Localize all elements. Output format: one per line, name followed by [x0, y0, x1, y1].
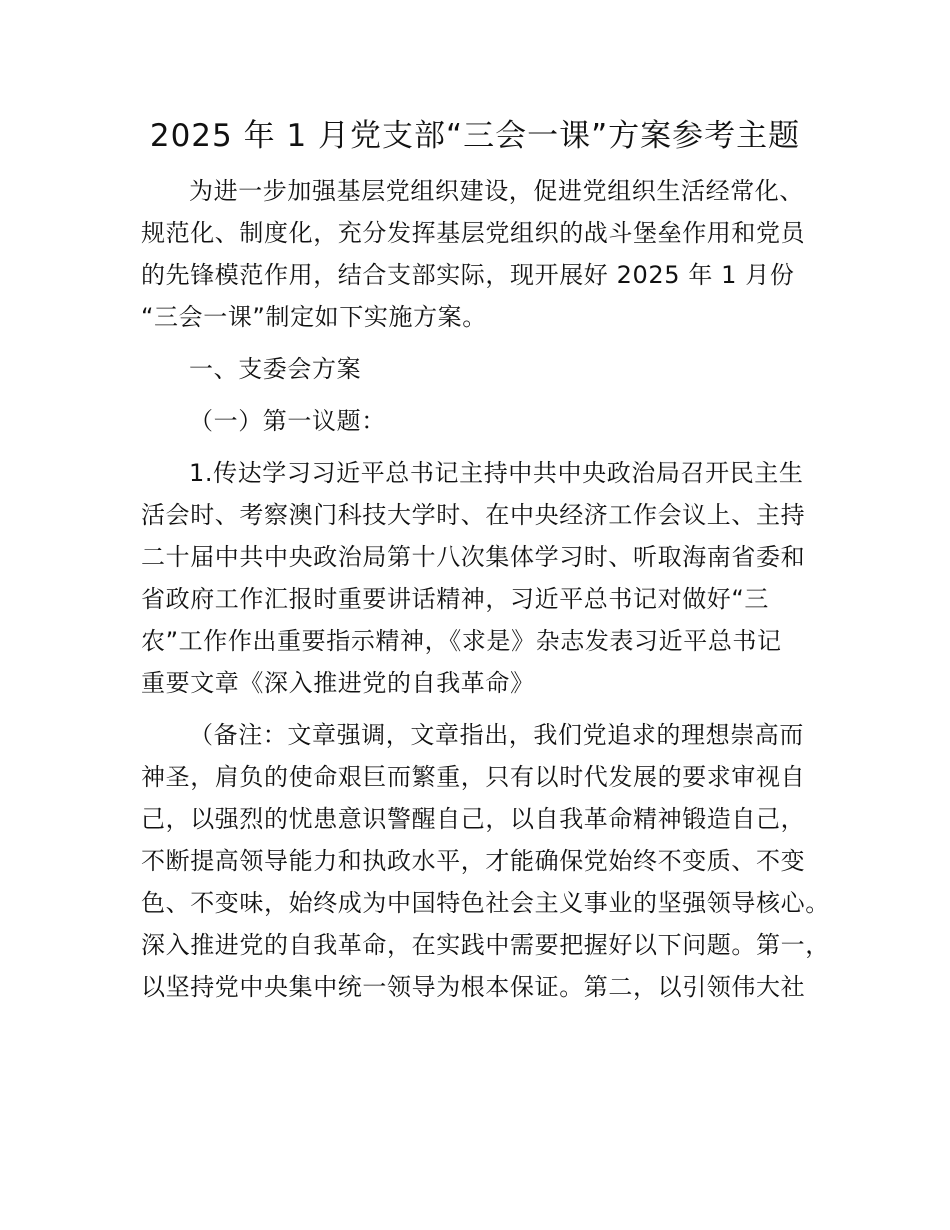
intro-line-1: 为进一步加强基层党组织建设，促进党组织生活经常化、 [189, 177, 804, 205]
note-line-5: 色、不变味，始终成为中国特色社会主义事业的坚强领导核心。 [141, 889, 830, 917]
section-heading: 一、支委会方案 [189, 355, 362, 383]
note-line-3: 己，以强烈的忧患意识警醒自己，以自我革命精神锻造自己， [141, 805, 806, 833]
note-line-6: 深入推进党的自我革命，在实践中需要把握好以下问题。第一， [141, 931, 830, 959]
note-line-7: 以坚持党中央集中统一领导为根本保证。第二，以引领伟大社 [141, 973, 806, 1001]
note-line-1: （备注：文章强调，文章指出，我们党追求的理想崇高而 [189, 721, 804, 749]
intro-line-4: “三会一课”制定如下实施方案。 [141, 303, 487, 331]
item-1-line-2: 活会时、考察澳门科技大学时、在中央经济工作会议上、主持 [141, 501, 806, 529]
intro-line-2: 规范化、制度化，充分发挥基层党组织的战斗堡垒作用和党员 [141, 219, 806, 247]
item-1-line-5: 农”工作作出重要指示精神，《求是》杂志发表习近平总书记 [141, 627, 782, 655]
item-1-line-6: 重要文章《深入推进党的自我革命》 [141, 669, 535, 697]
note-line-4: 不断提高领导能力和执政水平，才能确保党始终不变质、不变 [141, 847, 806, 875]
document-body [141, 170, 830, 1008]
intro-line-3: 的先锋模范作用，结合支部实际，现开展好 2025 年 1 月份 [141, 261, 795, 289]
subsection-heading: （一）第一议题： [189, 407, 386, 435]
item-1-line-1: 1.传达学习习近平总书记主持中共中央政治局召开民主生 [189, 459, 804, 487]
note-line-2: 神圣，肩负的使命艰巨而繁重，只有以时代发展的要求审视自 [141, 763, 806, 791]
document-title: 2025 年 1 月党支部“三会一课”方案参考主题 [149, 118, 801, 154]
item-1-line-4: 省政府工作汇报时重要讲话精神，习近平总书记对做好“三 [141, 585, 770, 613]
item-1-line-3: 二十届中共中央政治局第十八次集体学习时、听取海南省委和 [141, 543, 806, 571]
